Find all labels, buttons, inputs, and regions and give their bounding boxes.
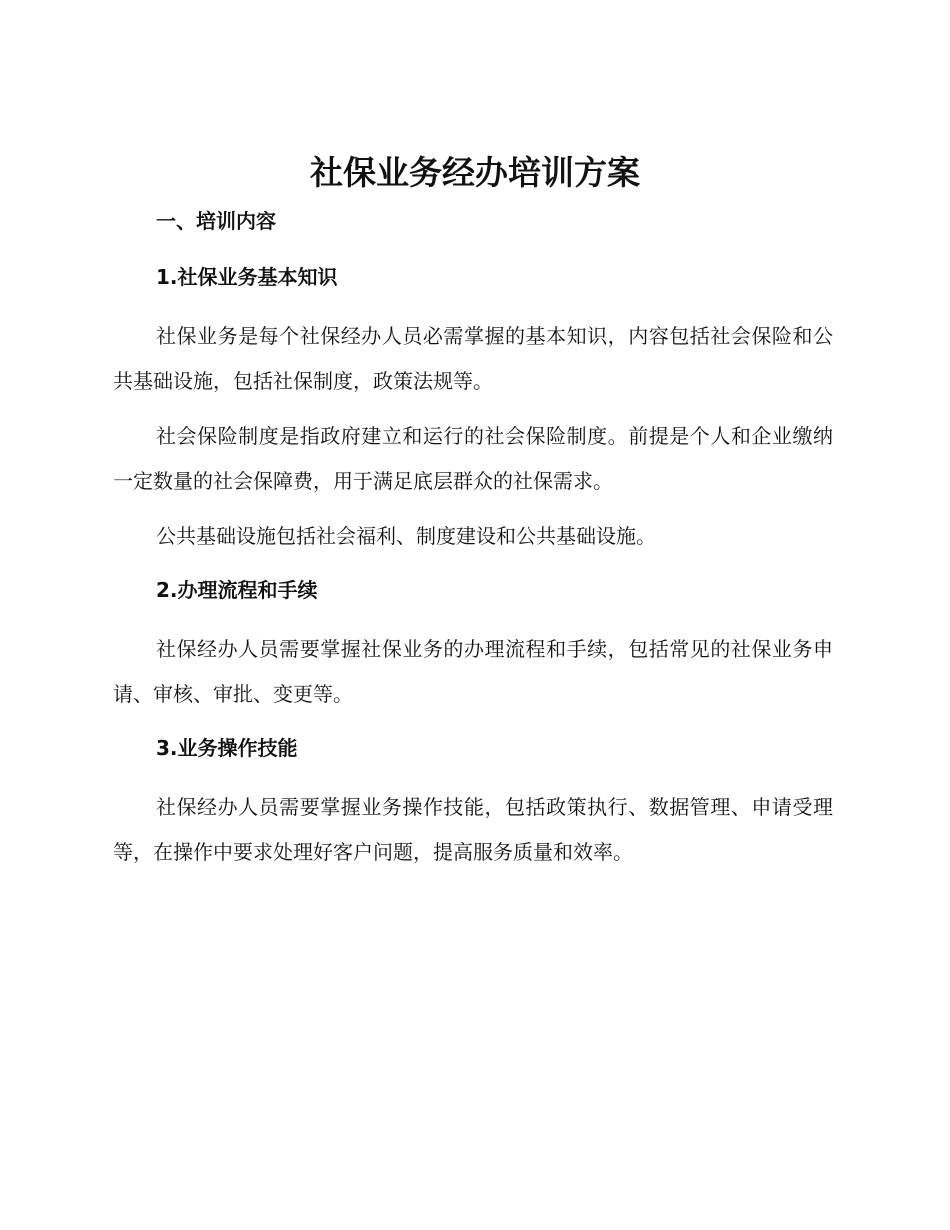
section-heading-training-content: 一、培训内容	[156, 209, 276, 233]
paragraph-basic-knowledge-3: 公共基础设施包括社会福利、制度建设和公共基础设施。	[156, 524, 656, 548]
paragraph-operation-skills-1: 社保经办人员需要掌握业务操作技能，包括政策执行、数据管理、申请受理等，在操作中要求处理好客户问题，提高服务质量和效率。	[113, 795, 833, 864]
paragraph-process-1: 社保经办人员需要掌握社保业务的办理流程和手续，包括常见的社保业务申请、审核、审批、变更等。	[113, 637, 833, 706]
paragraph-basic-knowledge-1: 社保业务是每个社保经办人员必需掌握的基本知识，内容包括社会保险和公共基础设施，包括社保制度，政策法规等。	[113, 324, 833, 393]
subsection-heading-basic-knowledge: 1.社保业务基本知识	[156, 265, 338, 289]
subsection-heading-process: 2.办理流程和手续	[156, 578, 318, 602]
subsection-heading-operation-skills: 3.业务操作技能	[156, 736, 298, 760]
document-body	[113, 204, 833, 885]
paragraph-basic-knowledge-2: 社会保险制度是指政府建立和运行的社会保险制度。前提是个人和企业缴纳一定数量的社会保障费，用于满足底层群众的社保需求。	[113, 424, 833, 493]
document-title: 社保业务经办培训方案	[310, 153, 640, 192]
